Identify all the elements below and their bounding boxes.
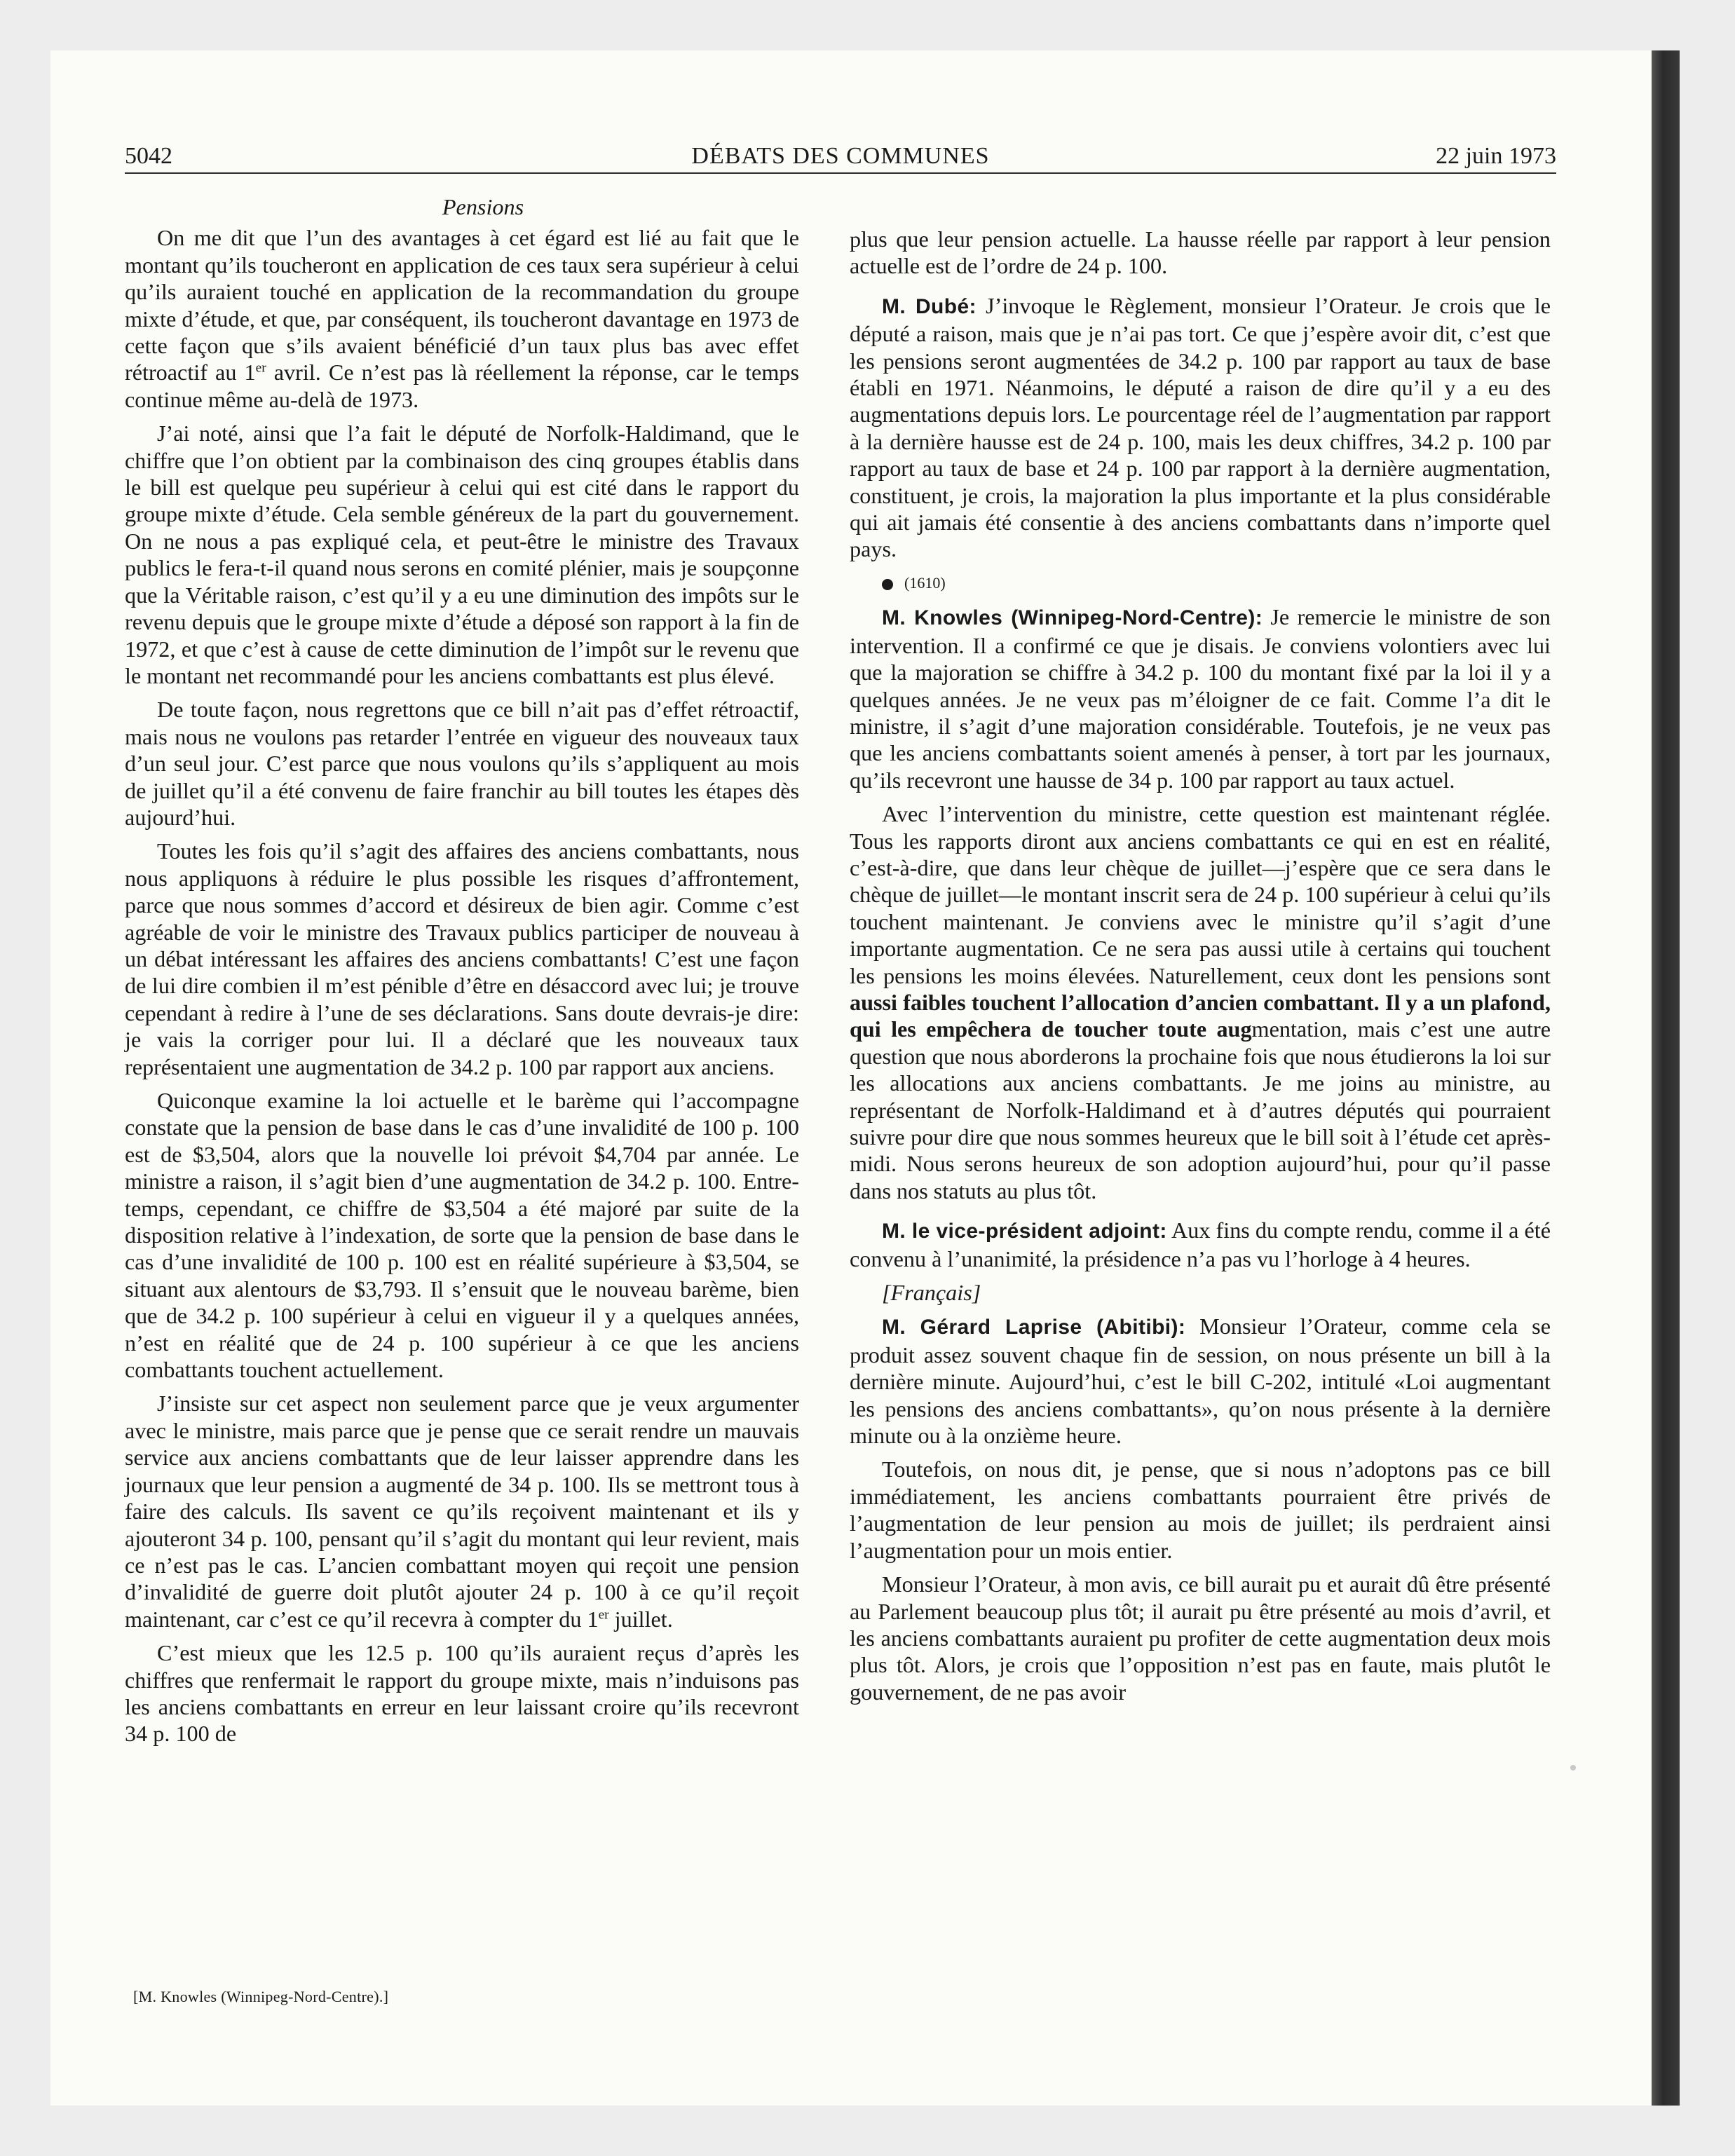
speech-laprise bbox=[850, 1313, 1551, 1449]
language-marker: [Français] bbox=[882, 1280, 981, 1306]
timestamp-marker bbox=[850, 570, 1551, 596]
running-header bbox=[125, 139, 1556, 174]
header-rule bbox=[125, 172, 1556, 174]
paragraph: plus que leur pension actuelle. La hausse réelle par rapport à leur pension actuelle est de l’ordre de 24 p. 100. bbox=[850, 226, 1551, 279]
speaker-name: M. le vice-président adjoint: bbox=[882, 1220, 1167, 1243]
speech-text: mentation, mais c’est une autre question que nous aborderons la prochaine fois que nous étudierons la loi sur les allocations aux anciens combattants. Je me joins au ministre, au représentant de Norfolk-Haldimand et à d’autres députés qui pourraient suivre pour dire que nous sommes heureux que le bill soit à l’étude cet après-midi. Nous serons heureux de son adoption aujourd’hui, pour qu’il passe dans nos statuts au plus tôt. bbox=[850, 1016, 1551, 1203]
speech-text-bold: aussi faibles touchent l’allocation d’ancien combattant. Il y a un plafond, qui les empêchera de toucher toute aug bbox=[850, 989, 1551, 1042]
right-column bbox=[850, 226, 1551, 1712]
speech-dube bbox=[850, 292, 1551, 563]
speech-text: Je remercie le ministre de son intervention. Il a confirmé ce que je disais. Je conviens volontiers avec lui que la majoration se chiffre à 34.2 p. 100 du montant fixé par la loi il y a quelques années. Je ne veux pas m’éloigner de ce fait. Comme l’a dit le ministre, il s’agit d’une majoration considérable. Toutefois, je ne veux pas que les anciens combattants soient amenés à penser, à tort par les journaux, qu’ils recevront une hausse de 34 p. 100 par rapport au taux actuel. bbox=[850, 604, 1551, 793]
publication-date: 22 juin 1973 bbox=[1436, 143, 1556, 169]
paragraph bbox=[850, 800, 1551, 1204]
paragraph: Toutefois, on nous dit, je pense, que si nous n’adoptons pas ce bill immédiatement, les anciens combattants pourraient être privés de l’augmentation de leur pension au mois de juillet; ils perdraient ainsi l’augmentation pour un mois entier. bbox=[850, 1456, 1551, 1563]
speech-text: Avec l’intervention du ministre, cette question est maintenant réglée. Tous les rapports diront aux anciens combattants ce qui en est en réalité, c’est-à-dire, que dans leur chèque de juillet—j’espère que ce sera dans le chèque de juillet—le montant inscrit sera de 24 p. 100 supérieur à celui qu’ils touchent maintenant. Je conviens avec le ministre qu’il s’agit d’une importante augmentation. Ce ne sera pas aussi utile à certains qui touchent les pensions les moins élevées. Naturellement, ceux dont les pensions sont bbox=[850, 801, 1551, 988]
ordinal-superscript: er bbox=[598, 1606, 609, 1622]
paragraph: Monsieur l’Orateur, à mon avis, ce bill aurait pu et aurait dû être présenté au Parlement beaucoup plus tôt; il aurait pu être présenté au mois d’avril, et les anciens combattants auraient pu profiter de cette augmentation deux mois plus tôt. Alors, je crois que l’opposition n’est pas en faute, mais plutôt le gouvernement, de ne pas avoir bbox=[850, 1571, 1551, 1705]
paragraph: De toute façon, nous regrettons que ce bill n’ait pas d’effet rétroactif, mais nous ne voulons pas retarder l’entrée en vigueur des nouveaux taux d’un seul jour. C’est parce que nous voulons qu’ils s’appliquent au mois de juillet qu’il a été convenu de faire franchir au bill toutes les étapes dès aujourd’hui. bbox=[125, 697, 799, 830]
scan-edge bbox=[1652, 50, 1680, 2106]
publication-title: DÉBATS DES COMMUNES bbox=[691, 143, 990, 169]
scan-speck bbox=[1570, 1765, 1576, 1770]
speech-text: Aux fins du compte rendu, comme il a été convenu à l’unanimité, la présidence n’a pas vu l’horloge à 4 heures. bbox=[850, 1217, 1551, 1271]
speaker-name: M. Gérard Laprise (Abitibi): bbox=[882, 1316, 1186, 1339]
left-column bbox=[125, 193, 799, 1754]
paragraph: C’est mieux que les 12.5 p. 100 qu’ils auraient reçus d’après les chiffres que renfermait le rapport du groupe mixte, mais n’induisons pas les anciens combattants en erreur en leur laissant croire qu’ils recevront 34 p. 100 de bbox=[125, 1640, 799, 1747]
paragraph: J’ai noté, ainsi que l’a fait le député de Norfolk-Haldimand, que le chiffre que l’on obtient par la combinaison des cinq groupes établis dans le bill est quelque peu supérieur à celui qui est cité dans le rapport du groupe mixte d’étude. Cela semble généreux de la part du gouvernement. On ne nous a pas expliqué cela, et peut-être le ministre des Travaux publics le fera-t-il quand nous serons en comité plénier, mais je soupçonne que la Véritable raison, c’est qu’il y a eu une diminution des impôts sur le revenu depuis que le groupe mixte d’étude a déposé son rapport à la fin de 1972, et que c’est à cause de cette diminution de l’impôt sur le revenu que le montant net recommandé pour les anciens combattants est plus élevé. bbox=[125, 421, 799, 688]
page-number: 5042 bbox=[125, 143, 172, 169]
speech-text: Monsieur l’Orateur, comme cela se produit assez souvent chaque fin de session, on nous présente un bill à la dernière minute. Aujourd’hui, c’est le bill C-202, intitulé «Loi augmentant les pensions des anciens combattants», qu’on nous présente à la dernière minute ou à la onzième heure. bbox=[850, 1314, 1551, 1449]
speaker-name: M. Knowles (Winnipeg-Nord-Centre): bbox=[882, 606, 1263, 630]
paragraph: On me dit que l’un des avantages à cet égard est lié au fait que le montant qu’ils toucheront en application de ces taux sera supérieur à celui qu’ils auraient touché en application de la recommandation du groupe mixte d’étude, et que, par conséquent, ils toucheront davantage en 1973 de cette façon que s’ils avaient bénéficié d’un taux plus bas avec effet rétroactif au 1er avril. Ce n’est pas là réellement la réponse, car le temps continue même au-delà de 1973. bbox=[125, 225, 799, 412]
paragraph: J’insiste sur cet aspect non seulement parce que je veux argumenter avec le ministre, mais parce que je pense que ce serait rendre un mauvais service aux anciens combattants que de leur laisser apprendre dans les journaux que leur pension a augmenté de 34 p. 100. Ils se mettront tous à faire des calculs. Ils savent ce qu’ils reçoivent maintenant et ils y ajouteront 34 p. 100, pensant qu’il s’agit du montant qui leur revient, mais ce n’est pas le cas. L’ancien combattant moyen qui reçoit une pension d’invalidité de guerre doit plutôt ajouter 24 p. 100 à ce qu’il reçoit maintenant, car c’est ce qu’il recevra à compter du 1er juillet. bbox=[125, 1391, 799, 1632]
speech-knowles bbox=[850, 603, 1551, 793]
paragraph: Quiconque examine la loi actuelle et le barème qui l’accompagne constate que la pension de base dans le cas d’une invalidité de 100 p. 100 est de $3,504, alors que la nouvelle loi prévoit $4,704 par année. Le ministre a raison, il s’agit bien d’une augmentation de 34.2 p. 100. Entretemps, cependant, ce chiffre de $3,504 a été majoré par suite de la disposition relative à l’indexation, de sorte que la pension de base dans le cas d’une invalidité de 100 p. 100 est en réalité supérieure à $3,504, se situant aux alentours de $3,793. Il s’ensuit que le nouveau barème, bien que de 34.2 p. 100 supérieur à celui en vigueur il y a quelques années, n’est en réalité que de 24 p. 100 supérieur à ce que les anciens combattants touchent actuellement. bbox=[125, 1088, 799, 1383]
section-title: Pensions bbox=[442, 194, 524, 219]
bullet-icon bbox=[882, 579, 893, 590]
timestamp: (1610) bbox=[904, 573, 946, 592]
speech-text: J’invoque le Règlement, monsieur l’Orateur. Je crois que le député a raison, mais que je n’ai pas tort. Ce que j’espère avoir dit, c’est que les pensions seront augmentées de 34.2 p. 100 par rapport au taux de base établi en 1971. Néanmoins, le député a raison de dire qu’il y a eu des augmentations depuis lors. Le pourcentage réel de l’augmentation par rapport à la dernière hausse est de 24 p. 100, mais les deux chiffres, 34.2 p. 100 par rapport au taux de base et 24 p. 100 par rapport à la dernière augmentation, constituent, je crois, la majoration la plus importante et la plus considérable qui ait jamais été consentie à des anciens combattants dans n’importe quel pays. bbox=[850, 292, 1551, 562]
paragraph: Toutes les fois qu’il s’agit des affaires des anciens combattants, nous nous appliquons à réduire le plus possible les risques d’affrontement, parce que nous sommes d’accord et désireux de bien agir. Comme c’est agréable de voir le ministre des Travaux publics participer de nouveau à un débat intéressant les affaires des anciens combattants! C’est une façon de lui dire combien il m’est pénible d’être en désaccord avec lui; je trouve cependant à redire à l’une de ses déclarations. Sans doute devrais-je dire: je vais la corriger pour lui. Il a déclaré que les nouveaux taux représentaient une augmentation de 34.2 p. 100 par rapport aux anciens. bbox=[125, 838, 799, 1079]
speech-vice-president bbox=[850, 1217, 1551, 1272]
speaker-reference: [M. Knowles (Winnipeg-Nord-Centre).] bbox=[133, 1988, 389, 2005]
speaker-name: M. Dubé: bbox=[882, 294, 977, 318]
ordinal-superscript: er bbox=[255, 360, 266, 376]
